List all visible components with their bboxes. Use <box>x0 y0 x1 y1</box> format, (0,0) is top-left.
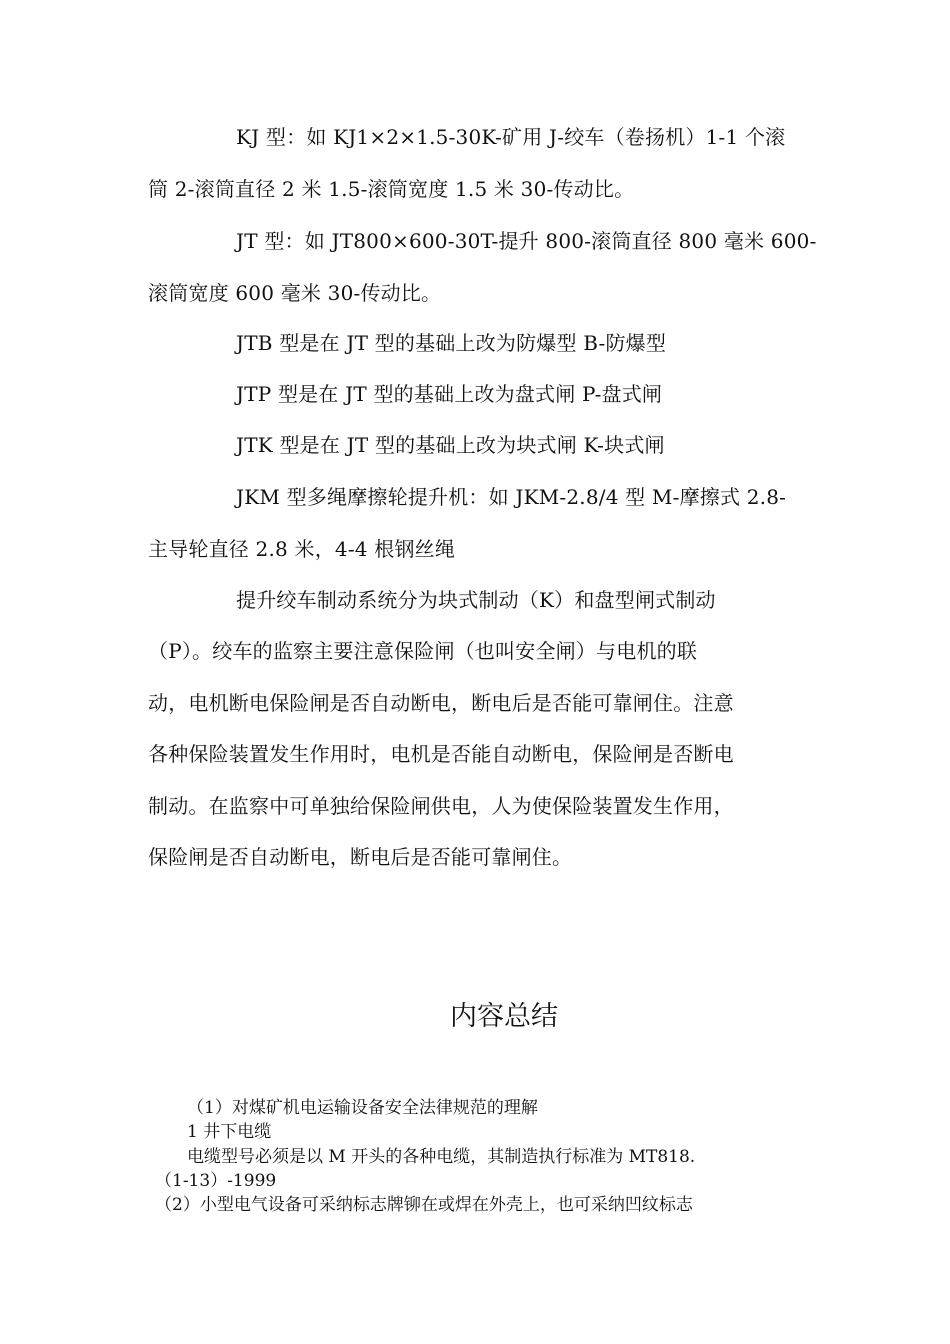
body-line: 筒 2-滚筒直径 2 米 1.5-滚筒宽度 1.5 米 30-传动比。 <box>148 177 635 201</box>
body-line: JKM 型多绳摩擦轮提升机：如 JKM-2.8/4 型 M-摩擦式 2.8- <box>236 485 787 509</box>
body-line: 保险闸是否自动断电，断电后是否能可靠闸住。 <box>148 845 573 869</box>
body-line: 提升绞车制动系统分为块式制动（K）和盘型闸式制动 <box>236 588 716 612</box>
summary-line: 1 井下电缆 <box>187 1122 272 1142</box>
body-line: KJ 型：如 KJ1×2×1.5-30K-矿用 J-绞车（卷扬机）1-1 个滚 <box>236 125 786 149</box>
summary-line: 电缆型号必须是以 M 开头的各种电缆，其制造执行标准为 MT818. <box>187 1147 696 1167</box>
body-line: 滚筒宽度 600 毫米 30-传动比。 <box>148 281 442 305</box>
body-line: JTB 型是在 JT 型的基础上改为防爆型 B-防爆型 <box>236 331 667 355</box>
body-line: 各种保险装置发生作用时，电机是否能自动断电，保险闸是否断电 <box>148 742 734 766</box>
summary-line: （1）对煤矿机电运输设备安全法律规范的理解 <box>187 1098 538 1118</box>
summary-line: （2）小型电气设备可采纳标志牌铆在或焊在外壳上，也可采纳凹纹标志 <box>155 1195 693 1215</box>
body-line: 动，电机断电保险闸是否自动断电，断电后是否能可靠闸住。注意 <box>148 691 734 715</box>
body-line: JTP 型是在 JT 型的基础上改为盘式闸 P-盘式闸 <box>236 382 663 406</box>
summary-title: 内容总结 <box>450 1001 558 1032</box>
summary-line: （1-13）-1999 <box>155 1171 277 1191</box>
body-line: JTK 型是在 JT 型的基础上改为块式闸 K-块式闸 <box>236 433 665 457</box>
body-line: JT 型：如 JT800×600-30T-提升 800-滚筒直径 800 毫米 600- <box>236 229 817 253</box>
body-line: 主导轮直径 2.8 米，4-4 根钢丝绳 <box>148 537 456 561</box>
body-line: （P）。绞车的监察主要注意保险闸（也叫安全闸）与电机的联 <box>148 639 698 663</box>
body-line: 制动。在监察中可单独给保险闸供电，人为使保险装置发生作用， <box>148 794 734 818</box>
